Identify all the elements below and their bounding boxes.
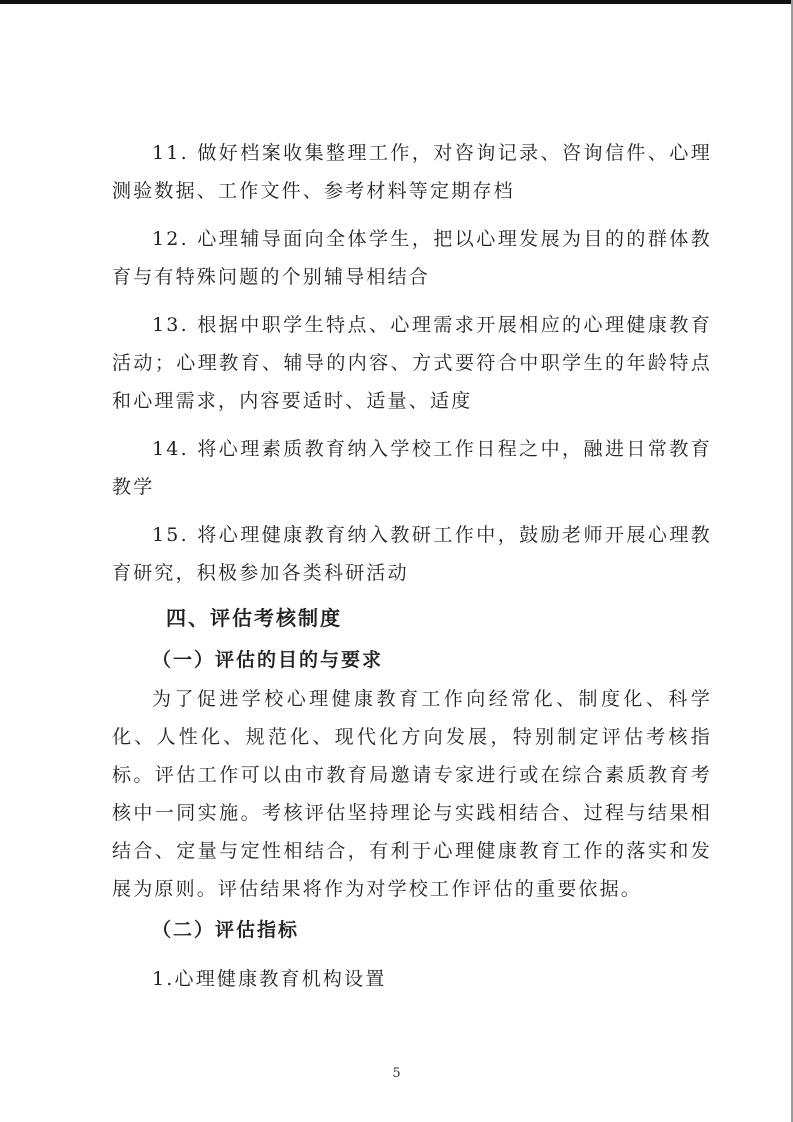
section-heading: 四、评估考核制度: [166, 606, 342, 630]
list-item-12: 12. 心理辅导面向全体学生，把以心理发展为目的的群体教育与有特殊问题的个别辅导相结合: [112, 228, 712, 288]
subsection-heading-purpose: （一）评估的目的与要求: [152, 649, 384, 671]
list-item-13: 13. 根据中职学生特点、心理需求开展相应的心理健康教育活动；心理教育、辅导的内容、方式要符合中职学生的年龄特点和心理需求，内容要适时、适量、适度: [112, 314, 712, 412]
list-item-15: 15. 将心理健康教育纳入教研工作中，鼓励老师开展心理教育研究，积极参加各类科研活动: [112, 524, 712, 584]
subsection-heading-indicators: （二）评估指标: [152, 919, 300, 941]
list-item-14: 14. 将心理素质教育纳入学校工作日程之中，融进日常教育教学: [112, 438, 712, 498]
list-item-11: 11. 做好档案收集整理工作，对咨询记录、咨询信件、心理测验数据、工作文件、参考材料等定期存档: [112, 142, 712, 202]
purpose-paragraph: 为了促进学校心理健康教育工作向经常化、制度化、科学化、人性化、规范化、现代化方向发展，特别制定评估考核指标。评估工作可以由市教育局邀请专家进行或在综合素质教育考核中一同实施。考核评估坚持理论与实践相结合、过程与结果相结合、定量与定性相结合，有利于心理健康教育工作的落实和发展为原则。评估结果将作为对学校工作评估的重要依据。: [112, 688, 712, 900]
indicator-item-1: 1.心理健康教育机构设置: [152, 968, 387, 990]
scan-top-edge: [0, 0, 793, 4]
page-number: 5: [392, 1066, 401, 1081]
document-body: [112, 134, 712, 998]
